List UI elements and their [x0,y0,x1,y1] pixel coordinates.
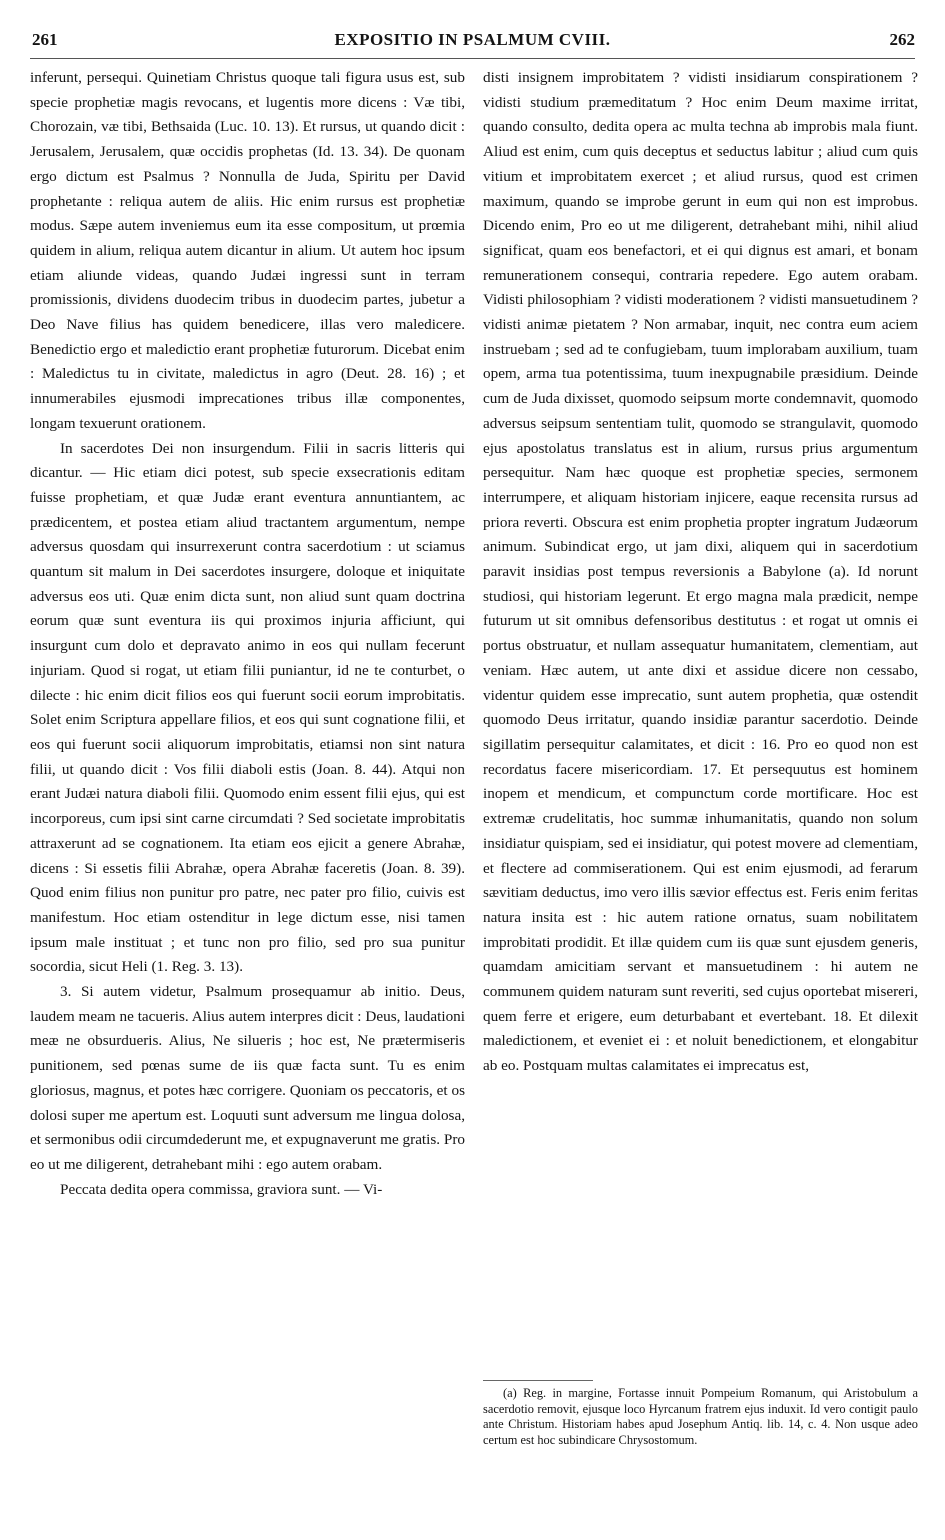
left-paragraph-2: In sacerdotes Dei non insurgendum. Filii in sacris litteris qui dicantur. — Hic etiam dici potest, sub specie exsecrationis editam fuisse prophetiam, et quæ Judæ erant eventura annuntiantem, ac prædicentem, et postea etiam aliud tractantem argumentum, nempe adversus quosdam qui insurrexerunt contra sacerdotium : ut sciamus quantum sit malum in Dei sacerdotes insurgere, doloque et iniquitate adversus eos uti. Quæ enim dicta sunt, non aliud sunt quam doctrina eorum quæ sunt eventura iis qui proximos injuria afficiunt, qui insurgunt cum dolo et depravato animo in eos qui nullam fecerunt injuriam. Quod si rogat, ut etiam filii puniantur, id ne te conturbet, o dilecte : hic enim dicit filios eos qui fuerunt socii eorum improbitatis. Solet enim Scriptura appellare filios, et eos qui sunt cognatione filii, et eos qui fuerunt socii aliquorum improbitatis, etiamsi non sint natura filii, ut quando dicit : Vos filii diaboli estis (Joan. 8. 44). Atqui non erant Judæi natura diaboli filii. Quomodo enim essent filii ejus, qui est incorporeus, cum ipsi sint carne circumdati ? Sed societate improbitatis attraxerunt ad se cognationem. Ita etiam eos ejicit a genere Abrahæ, dicens : Si essetis filii Abrahæ, opera Abrahæ faceretis (Joan. 8. 39). Quod enim filius non punitur pro patre, nec pater pro filio, cuivis est manifestum. Hoc etiam ostenditur in lege dictum esse, nisi tamen ipsum male instituat ; et tunc non pro filio, sed pro sua punitur socordia, sicut Heli (1. Reg. 3. 13). [30,439,465,976]
left-paragraph-4: Peccata dedita opera commissa, graviora sunt. — Vi- [60,1180,383,1198]
page-header [30,30,915,60]
footnote-text: (a) Reg. in margine, Fortasse innuit Pompeium Romanum, qui Aristobulum a sacerdotio removit, ejusque loco Hyrcanum fratrem ejus induxit. Id vero contigit paulo ante Christum. Historiam habes apud Josephum Antiq. lib. 14, c. 4. Non usque adeo certum est hoc subindicare Chrysostomum. [483,1386,918,1447]
header-rule [30,58,915,59]
left-paragraph-3: 3. Si autem videtur, Psalmum prosequamur ab initio. Deus, laudem meam ne tacueris. Alius autem interpres dicit : Deus, laudationi meæ ne obsurdueris. Alius, Ne silueris ; hoc est, Ne prætermiseris punitionem, sed pœnas sume de iis quæ facta sunt. Tu es enim gloriosus, magnus, et potes hæc corrigere. Quoniam os peccatoris, et os dolosi super me apertum est. Loquuti sunt adversum me lingua dolosa, et sermonibus odii circumdederunt me, et expugnaverunt me gratis. Pro eo ut me diligerent, detrahebant mihi : ego autem orabam. [30,983,465,1173]
right-column [483,66,918,1079]
left-column [30,66,465,1202]
footnote-rule [483,1380,593,1381]
page-number-left: 261 [32,30,58,49]
footnote [483,1386,918,1448]
right-paragraph-1: disti insignem improbitatem ? vidisti insidiarum conspirationem ? vidisti studium præmeditatum ? Hoc enim Deum maxime irritat, quando consulto, dedita opera ac multa techna ab improbis mala fiunt. Aliud est enim, cum quis deceptus et seductus labitur ; aliud cum quis vitium et improbitatem exercet ; et aliud rursus, quod est crimen maximum, quando se improbe gerunt in eum qui non est improbus. Dicendo enim, Pro eo ut me diligerent, detrahebant mihi, nihil aliud significat, quam eos benefactori, et ei qui dignus est amari, et bonam remunerationem consequi, contraria repedere. Ego autem orabam. Vidisti philosophiam ? vidisti moderationem ? vidisti mansuetudinem ? vidisti animæ pietatem ? Non armabar, inquit, nec contra eum aciem instruebam ; sed ad te confugiebam, tuum implorabam auxilium, tuam opem, arma tua potentissima, tuum inexpugnabile præsidium. Deinde cum de Juda dixisset, quomodo seipsum morte condemnavit, quomodo adversus seipsum sententiam tulit, quomodo se strangulavit, quomodo ejus apostolatus translatus est in alium, rursus prius argumentum persequitur. Nam hæc quoque est prophetiæ species, sermonem interrumpere, et aliquam historiam injicere, eaque recensita rursus ad priora reverti. Obscura est enim prophetia propter ingratum Judæorum animum. Subindicat ergo, ut jam dixi, aliquem qui in sacerdotium paravit insidias post tempus reversionis a Babylone (a). Id norunt studiosi, qui historiam legerunt. Et ergo magna mala prædicit, nempe futurum ut sit omnibus defensoribus destitutus : et rogat ut omnis ei portus obstruatur, et nullam assequatur humanitatem, clementiam, aut veniam. Hæc autem, ut ante dixi et assidue dicere non cessabo, videntur quidem esse imprecatio, sunt autem prophetia, quæ ostendit quomodo Deus irritatur, quando insidiæ parantur sacerdotio. Deinde sigillatim persequitur calamitates, et dicit : 16. Pro eo quod non est recordatus facere misericordiam. 17. Et persequutus est hominem inopem et mendicum, et compunctum corde mortificare. Hoc est extremæ crudelitatis, hoc summæ inhumanitatis, quando non solum insidiatur quispiam, sed ei insidiatur, qui potest movere ad clementiam, et flectere ad commiserationem. Qui est enim ejusmodi, ad ferarum sævitiam deductus, imo vero illis sævior effectus est. Feris enim feritas natura insita est : hic autem ratione ornatus, suam nobilitatem improbitati prodidit. Et illæ quidem cum iis quæ sunt ejusdem generis, quamdam amicitiam servant et mansuetudinem : hi autem ne communem quidem naturam sunt reveriti, sed cujus oportebat misereri, quem ferre et erigere, eum deturbabant et evertebant. 18. Et dilexit maledictionem, et eveniet ei : et noluit benedictionem, et elongabitur ab eo. Postquam multas calamitates ei imprecatus est, [483,69,918,1075]
page-number-right: 262 [889,30,915,49]
running-title: EXPOSITIO IN PSALMUM CVIII. [334,30,611,49]
left-paragraph-1: inferunt, persequi. Quinetiam Christus quoque tali figura usus est, sub specie prophetiæ magis revocans, et lugentis more dicens : Væ tibi, Chorozain, væ tibi, Bethsaida (Luc. 10. 13). Et rursus, ut quando dicit : Jerusalem, Jerusalem, quæ occidis prophetas (Id. 13. 34). De quonam ergo dictum est Psalmus ? Nonnulla de Juda, Spiritu per David prophetante : reliqua autem de aliis. Hic enim rursus est prophetiæ modus. Sæpe autem inveniemus eum ita esse compositum, ut prœmia quidem in alium, reliqua autem dicantur in alium. Ut autem hoc ipsum etiam aliunde videas, quando Judæi ingressi sunt in terram promissionis, dividens duodecim tribus in duodecim partes, jubetur a Deo Nave filius has quidem benedicere, illas vero maledicere. Benedictio ergo et maledictio erant prophetiæ futurorum. Dicebat enim : Maledictus tu in civitate, maledictus in agro (Deut. 28. 16) ; et innumerabiles ejusmodi imprecationes tribus illæ componentes, longam texuerunt orationem. [30,69,465,432]
